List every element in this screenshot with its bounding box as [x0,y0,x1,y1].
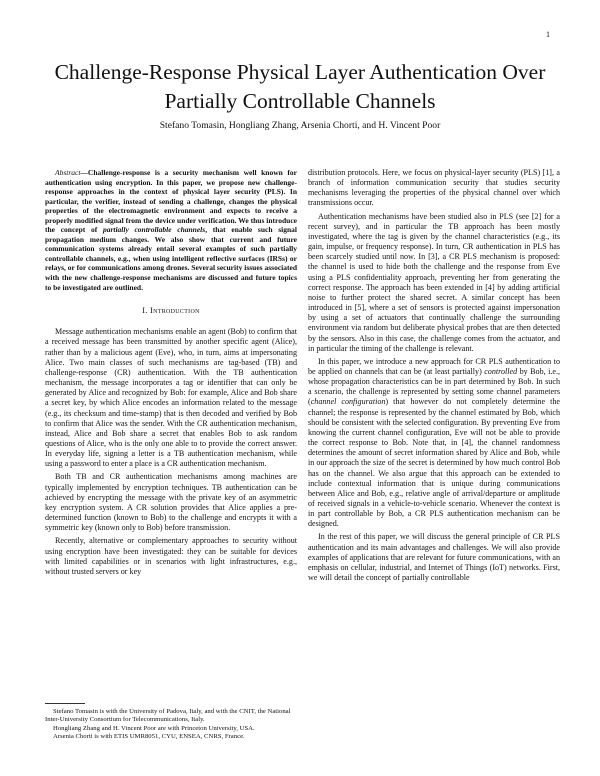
right-paragraph-4: In the rest of this paper, we will discuss the general principle of CR PLS authentication and its main advantages and challenges. We will also provide examples of applications that are relevant for future communications, with an emphasis on cellular, industrial, and Internet of Things (IoT) networks. First, we will detail the concept of partially controllable [308,532,560,583]
emphasis-controlled: controlled [484,366,518,376]
abstract-label: Abstract [55,168,81,177]
author-footnotes [45,708,297,741]
emphasis-channel-configuration: channel configuration [310,397,386,407]
intro-paragraph-2: Both TB and CR authentication mechanisms among machines are typically implemented by encryption techniques. TB authentication can be achieved by encrypting the message with the private key of an asymmetric key encryption system. A CR solution provides that Alice applies a pre-determined function (known to Bob) to the challenge and encrypts it with a symmetric key (known only to Bob) before transmission. [45,472,297,533]
right-paragraph-3-c: ) that however do not completely determine the channel; the response is represented by the channel estimated by Bob, which should be consistent with the selected configuration. By preventing Eve from knowing the current channel configuration, Eve will not be able to provide the correct response to Bob. Note that, in [4], the channel randomness determines the amount of secret information shared by Alice and Bob, while in our approach the size of the secret is determined by how much control Bob has on the channel. We also argue that this approach can be extended to include contextual information that is unique during communications between Alice and Bob, e.g., relative angle of arrival/departure or amplitude of received signals in a vehicle-to-vehicle scenario. Whenever the context is in part controllable by Bob, a CR PLS authentication mechanism can be designed. [308,397,560,529]
right-paragraph-2: Authentication mechanisms have been studied also in PLS (see [2] for a recent survey), and in particular the TB approach has been mostly investigated, where the tag is given by the channel characteristics (e.g., its gain, impulse, or frequency response). In turn, CR authentication in PLS has been scarcely studied until now. In [3], a CR PLS mechanism is proposed: the channel is used to hide both the challenge and the response from Eve using a PLS confidentiality approach, preventing her from generating the correct response. The approach has been extended in [4] by adding artificial noise to further protect the shared secret. A similar concept has been introduced in [5], where a set of sensors is protected against impersonation by using a set of actuators that continually challenge the surrounding environment via random but deliberate physical probes that are then detected by the sensors. Also in this case, the challenge comes from the actuator, and in particular the timing of the challenge is relevant. [308,211,560,353]
abstract-text-1: —Challenge-response is a security mechanism well known for authentication using encryption. In this paper, we propose new challenge-response approaches in the context of physical layer security (PLS). In particular, the verifier, instead of sending a challenge, changes the physical properties of the electromagnetic environment and expects to receive a properly modified signal from the device under verification. We thus introduce the concept of [45,168,297,235]
right-paragraph-3-a: In this paper, we introduce a new approach for CR PLS authentication to be applied on channels that can be (at least partially) [308,356,560,376]
intro-paragraph-1: Message authentication mechanisms enable an agent (Bob) to confirm that a received message has been transmitted by another specific agent (Alice), rather than by a malicious agent (Eve), who, in turn, aims at impersonating Alice. Two main classes of such mechanisms are tag-based (TB) and challenge-response (CR) authentication. With the TB authentication mechanism, the message incorporates a tag or identifier that can only be generated by Alice and recognized by Bob: for example, Alice and Bob share a secret key, by which Alice encodes an information related to the message (e.g., its checksum and time-stamp) that is then decoded and verified by Bob to confirm that Alice was the sender. With the CR authentication mechanism, instead, Alice and Bob share a secret that enables Bob to ask random questions of Alice, who is the only one able to to provide the correct answer. In everyday life, signing a letter is a TB authentication mechanism, while using a password to enter a place is a CR authentication mechanism. [45,327,297,469]
abstract [45,168,297,292]
abstract-text-2: , that enable such signal propagation medium changes. We also show that current and future communication systems already entail several examples of such partially controllable channels, e.g., when using intelligent reflective surfaces (IRSs) or relays, or for communications among drones. Several security issues associated with the new challenge-response mechanisms are discussed and future topics to be investigated are outlined. [45,225,297,292]
section-heading-introduction: I. Introduction [142,306,200,316]
page-number: 1 [546,30,550,39]
right-column [308,168,560,586]
author-list: Stefano Tomasin, Hongliang Zhang, Arsenia Chorti, and H. Vincent Poor [159,120,441,131]
left-column [45,168,297,580]
footnote-zhang-poor: Hongliang Zhang and H. Vincent Poor are with Princeton University, USA. [53,724,255,732]
paper-title: Challenge-Response Physical Layer Authentication Over Partially Controllable Channels [54,60,546,113]
intro-paragraph-3: Recently, alternative or complementary approaches to security without using encryption have been investigated: they can be suitable for devices with limited capabilities or in scenarios with light infrastructures, e.g., without trusted servers or key [45,536,297,576]
right-paragraph-1: distribution protocols. Here, we focus on physical-layer security (PLS) [1], a branch of information communication security that studies security mechanisms leveraging the properties of the physical channel over which transmissions occur. [308,168,560,208]
footnote-chorti: Arsenia Chorti is with ETIS UMR8051, CYU, ENSEA, CNRS, France. [53,732,245,740]
footnote-tomasin: Stefano Tomasin is with the University of Padova, Italy, and with the CNIT, the National Inter-University Consortium for Telecommunications, Italy. [45,708,291,724]
right-paragraph-3 [308,357,560,530]
abstract-emphasis: partially controllable channels [102,225,206,235]
right-paragraph-3-b: by Bob, i.e., whose propagation characteristics can be in part determined by Bob. In such a scenario, the challenge is represented by setting some channel parameters ( [308,366,560,407]
footnote-divider [45,703,85,704]
